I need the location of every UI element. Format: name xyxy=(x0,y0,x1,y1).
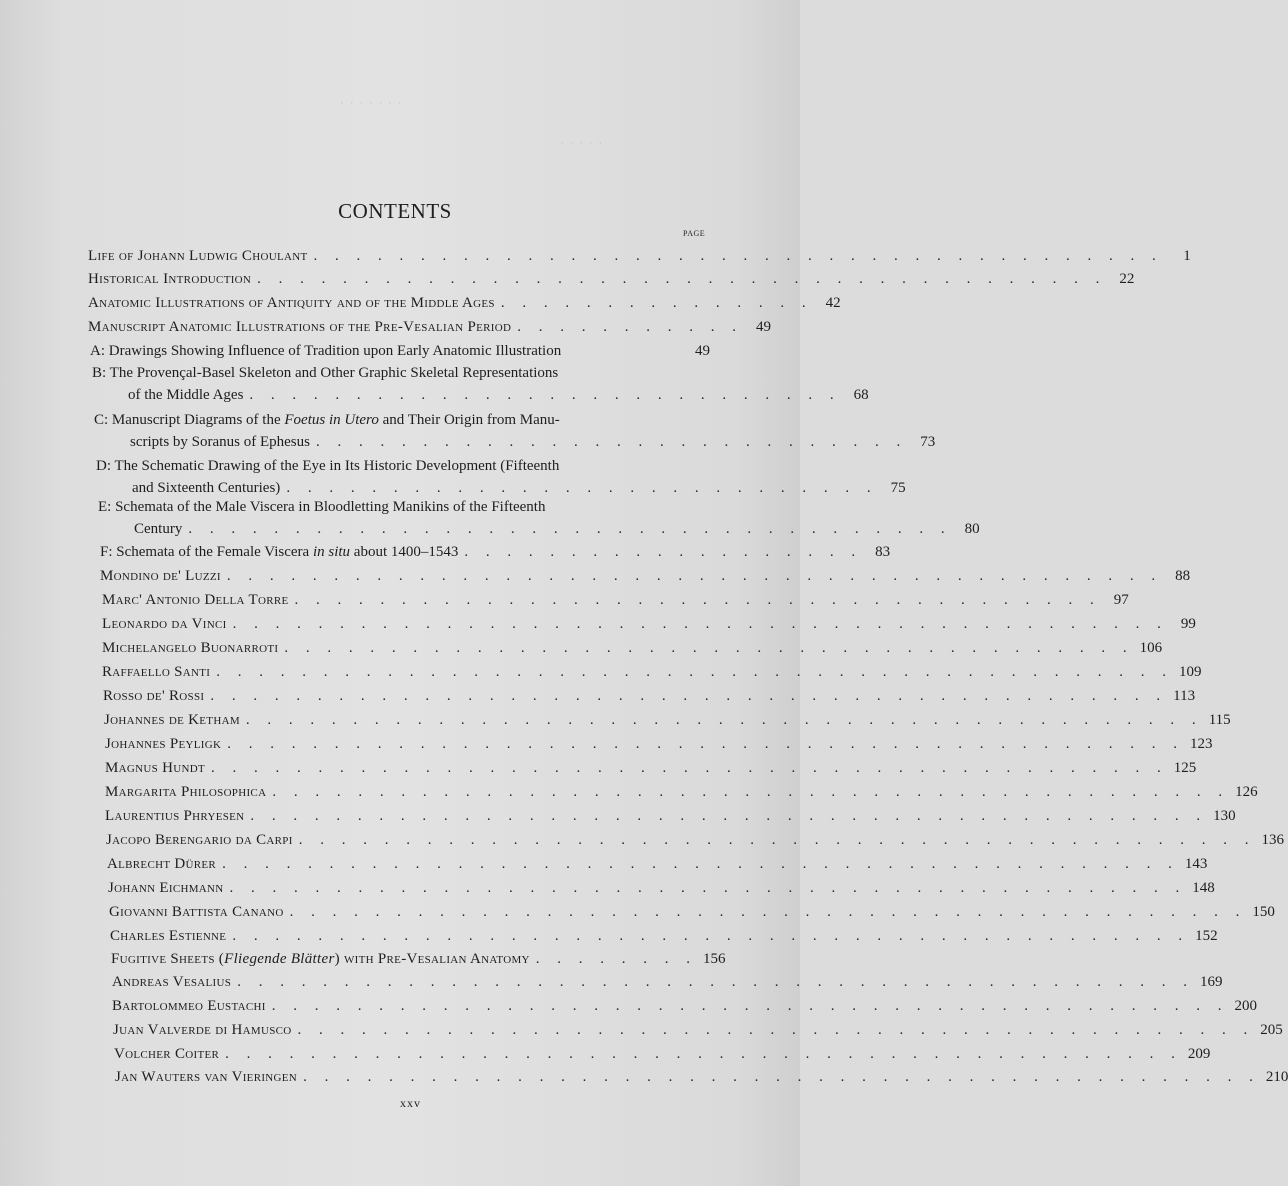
dot-leader: . . . . . . . . . . . . . . . . . . . . . . . . . . . . . . . . . . . . . . . . . . . . . xyxy=(225,1046,1182,1062)
toc-entry-title-line2: Century xyxy=(134,521,183,537)
toc-entry[interactable] xyxy=(108,877,1215,899)
toc-entry-title: Volcher Coiter xyxy=(114,1046,220,1062)
toc-entry-title: Leonardo da Vinci xyxy=(102,616,227,632)
toc-entry-title-line1: C: Manuscript Diagrams of the Foetus in Utero and Their Origin from Manu- xyxy=(94,412,560,428)
toc-entry-page: 73 xyxy=(920,434,936,450)
toc-entry[interactable] xyxy=(107,853,1208,875)
toc-entry-page: 88 xyxy=(1175,568,1191,584)
toc-entry-title: Mondino de' Luzzi xyxy=(100,568,221,584)
toc-entry-page: 1 xyxy=(1183,248,1191,264)
dot-leader: . . . . . . . . . . . . . . . . . . . xyxy=(464,544,863,560)
toc-entry[interactable] xyxy=(106,829,1284,851)
dot-leader: . . . . . . . . . . . . . . . . . . . . . . . . . . . . . . . . . . . . . . . . . . . . . xyxy=(298,832,1256,848)
toc-entry-page: 49 xyxy=(755,319,771,335)
toc-entry-title-line1: E: Schemata of the Male Viscera in Bloodletting Manikins of the Fifteenth xyxy=(98,499,546,515)
toc-entry-page: 125 xyxy=(1173,760,1197,776)
toc-entry-page: 209 xyxy=(1187,1046,1211,1062)
toc-entry-page: 210 xyxy=(1265,1069,1288,1085)
dot-leader: . . . . . . . . . . . . . . . xyxy=(500,295,813,311)
toc-entry-page: 22 xyxy=(1119,271,1135,287)
toc-entry-page: 106 xyxy=(1139,640,1163,656)
toc-entry-page: 75 xyxy=(890,480,906,496)
dot-leader: . . . . . . . . . . . . . . . . . . . . . . . . . . . . . . . . . . . . . . . . xyxy=(257,271,1107,287)
dot-leader: . . . . . . . . . . . . . . . . . . . . . . . . . . . . . . . . . . . . . . . . . . . . . xyxy=(210,688,1168,704)
toc-entry[interactable] xyxy=(90,340,710,362)
toc-entry[interactable] xyxy=(109,901,1275,923)
toc-entry-title: Johannes Peyligk xyxy=(105,736,222,752)
toc-entry-title: Marc' Antonio Della Torre xyxy=(102,592,289,608)
toc-entry-title: Raffaello Santi xyxy=(102,664,211,680)
toc-entry-page: 115 xyxy=(1208,712,1231,728)
dot-leader: . . . . . . . . . . . . . . . . . . . . . . . . . . . . . . . . . . . . . . . . . . . . xyxy=(232,616,1168,632)
toc-entry[interactable] xyxy=(92,362,869,406)
toc-entry-title-line1: D: The Schematic Drawing of the Eye in Its Historic Development (Fifteenth xyxy=(96,458,560,474)
toc-entry-page: 143 xyxy=(1184,856,1208,872)
toc-entry-page: 156 xyxy=(703,951,726,967)
toc-entry[interactable] xyxy=(102,661,1202,683)
dot-leader: . . . . . . . . . . . . . . . . . . . . . . . . . . . . . . . . . . . . . . . . xyxy=(313,248,1163,264)
toc-entry-page: 80 xyxy=(964,521,980,537)
dot-leader: . . . . . . . . . . . . . . . . . . . . . . . . . . . . . . . . . . . . . . . . . . . . xyxy=(226,568,1163,584)
toc-entry-page: 126 xyxy=(1235,784,1258,800)
dot-leader: . . . . . . . . . . . . . . . . . . . . . . . . . . . . . . . . . . . . . . . . . . . . . xyxy=(227,736,1184,752)
toc-entry[interactable] xyxy=(112,971,1223,993)
toc-entry[interactable] xyxy=(105,757,1197,779)
dot-leader: . . . . . . . . . . . . . . . . . . . . . . . . . . . . . . . . . . . . . . . . . . . . . xyxy=(222,856,1179,872)
toc-entry-page: 97 xyxy=(1113,592,1129,608)
dot-leader: . . . . . . . . . . . . . . . . . . . . . . . . . . . . . . . . . . . . . . xyxy=(294,592,1101,608)
show-through-text: · · · · · xyxy=(560,135,604,150)
toc-entry-title: A: Drawings Showing Influence of Tradition upon Early Anatomic Illustration xyxy=(90,343,562,359)
toc-entry-page: 136 xyxy=(1261,832,1284,848)
toc-entry[interactable] xyxy=(100,565,1191,587)
toc-entry-page: 109 xyxy=(1179,664,1202,680)
toc-entry-title: Juan Valverde di Hamusco xyxy=(113,1022,292,1038)
toc-entry-title: Laurentius Phryesen xyxy=(105,808,245,824)
toc-entry[interactable] xyxy=(105,805,1236,827)
toc-entry-title: Andreas Vesalius xyxy=(112,974,232,990)
toc-entry[interactable] xyxy=(102,637,1163,659)
toc-entry[interactable] xyxy=(112,995,1257,1017)
toc-entry-page: 123 xyxy=(1189,736,1213,752)
toc-entry-page: 83 xyxy=(875,544,891,560)
toc-entry-title: Life of Johann Ludwig Choulant xyxy=(88,248,308,264)
toc-entry[interactable] xyxy=(104,709,1231,731)
dot-leader: . . . . . . . . . . . . . . . . . . . . . . . . . . . . . . . . . . . . . . . . . . . . . xyxy=(289,904,1247,920)
toc-entry-title: Historical Introduction xyxy=(88,271,252,287)
toc-entry[interactable] xyxy=(114,1043,1211,1065)
toc-entry[interactable] xyxy=(105,733,1213,755)
toc-entry[interactable] xyxy=(94,409,936,453)
toc-entry-title: Rosso de' Rossi xyxy=(103,688,205,704)
toc-entry[interactable] xyxy=(98,496,980,540)
toc-entry-title: Magnus Hundt xyxy=(105,760,205,776)
toc-entry-title: Johannes de Ketham xyxy=(104,712,240,728)
toc-entry-page: 200 xyxy=(1234,998,1257,1014)
dot-leader: . . . . . . . . . . . . . . . . . . . . . . . . . . . . . . . . . . . . . . . . . . . . . xyxy=(303,1069,1260,1085)
toc-entry[interactable] xyxy=(113,1019,1283,1041)
toc-entry-page: 148 xyxy=(1192,880,1215,896)
dot-leader: . . . . . . . . . . . . . . . . . . . . . . . . . . . . . . . . . . . . . . . . . . . . . xyxy=(216,664,1174,680)
toc-entry-page: 68 xyxy=(853,387,869,403)
toc-entry-title: Jan Wauters van Vieringen xyxy=(115,1069,298,1085)
dot-leader: . . . . . . . . . . . . . . . . . . . . . . . . . . . . . . . . . . . . . . . . . . . . . xyxy=(272,784,1230,800)
toc-entry-title: Fugitive Sheets (Fliegende Blätter) with Pre-Vesalian Anatomy xyxy=(111,951,530,967)
dot-leader: . . . . . . . . . . . . . . . . . . . . . . . . . . . . . . . . . . . . xyxy=(188,521,952,537)
dot-leader: . . . . . . . . . . . . . . . . . . . . . . . . . . . . xyxy=(249,387,841,403)
toc-entry-page: 205 xyxy=(1260,1022,1283,1038)
show-through-text: · · · · · · · xyxy=(340,95,403,110)
toc-entry-title-line2: of the Middle Ages xyxy=(128,387,244,403)
toc-entry-title: Johann Eichmann xyxy=(108,880,224,896)
toc-entry-title-line2: scripts by Soranus of Ephesus xyxy=(130,434,310,450)
dot-leader: . . . . . . . . . . . . . . . . . . . . . . . . . . . . . . . . . . . . . . . . . . . . . xyxy=(210,760,1168,776)
toc-entry-title: Bartolommeo Eustachi xyxy=(112,998,266,1014)
toc-entry[interactable] xyxy=(100,541,891,563)
toc-entry-title: Charles Estienne xyxy=(110,928,227,944)
toc-entry-page: 169 xyxy=(1199,974,1223,990)
dot-leader: . . . . . . . . xyxy=(535,951,698,967)
toc-entry-title: Michelangelo Buonarroti xyxy=(102,640,279,656)
dot-leader: . . . . . . . . . . . xyxy=(517,319,743,335)
toc-entry[interactable] xyxy=(110,925,1218,947)
toc-entry-title: Giovanni Battista Canano xyxy=(109,904,284,920)
toc-entry-title: Anatomic Illustrations of Antiquity and of the Middle Ages xyxy=(88,295,495,311)
toc-entry-title: Margarita Philosophica xyxy=(105,784,267,800)
toc-entry[interactable] xyxy=(88,268,1135,290)
dot-leader: . . . . . . . . . . . . . . . . . . . . . . . . . . . . xyxy=(286,480,878,496)
toc-entry-title: Albrecht Dürer xyxy=(107,856,217,872)
dot-leader: . . . . . . . . . . . . . . . . . . . . . . . . . . . . . . . . . . . . . . . . . . . . . xyxy=(245,712,1203,728)
page-number-folio: xxv xyxy=(400,1096,421,1110)
toc-entry-title: F: Schemata of the Female Viscera in situ about 1400–1543 xyxy=(100,544,459,560)
toc-entry[interactable] xyxy=(105,781,1258,803)
toc-entry-title-line1: B: The Provençal-Basel Skeleton and Other Graphic Skeletal Representations xyxy=(92,365,559,381)
toc-entry[interactable] xyxy=(88,292,841,314)
toc-entry[interactable] xyxy=(102,613,1196,635)
dot-leader: . . . . . . . . . . . . . . . . . . . . . . . . . . . . . . . . . . . . . . . . . . . . . xyxy=(250,808,1208,824)
dot-leader: . . . . . . . . . . . . . . . . . . . . . . . . . . . . . . . . . . . . . . . . . . . . . xyxy=(237,974,1194,990)
page-column-label: PAGE xyxy=(683,229,706,238)
toc-entry[interactable] xyxy=(111,948,726,970)
dot-leader: . . . . . . . . . . . . . . . . . . . . . . . . . . . . xyxy=(316,434,908,450)
dot-leader: . . . . . . . . . . . . . . . . . . . . . . . . . . . . . . . . . . . . . . . . . . . . . xyxy=(229,880,1187,896)
toc-entry-title: Jacopo Berengario da Carpi xyxy=(106,832,293,848)
toc-entry-page: 113 xyxy=(1173,688,1196,704)
dot-leader: . . . . . . . . . . . . . . . . . . . . . . . . . . . . . . . . . . . . . . . . . . . . . xyxy=(297,1022,1255,1038)
toc-entry-page: 150 xyxy=(1252,904,1275,920)
toc-entry[interactable] xyxy=(103,685,1196,707)
toc-entry[interactable] xyxy=(88,245,1191,267)
toc-entry[interactable] xyxy=(102,589,1129,611)
toc-entry-page: 99 xyxy=(1180,616,1196,632)
toc-entry-title-line2: and Sixteenth Centuries) xyxy=(132,480,281,496)
toc-entry-page: 152 xyxy=(1195,928,1218,944)
dot-leader: . . . . . . . . . . . . . . . . . . . . . . . . . . . . . . . . . . . . . . . . . . . . . xyxy=(271,998,1229,1014)
toc-entry[interactable] xyxy=(115,1066,1288,1088)
toc-entry-page: 42 xyxy=(825,295,841,311)
dot-leader: . . . . . . . . . . . . . . . . . . . . . . . . . . . . . . . . . . . . . . . . . . . . . xyxy=(232,928,1190,944)
toc-entry[interactable] xyxy=(96,455,906,499)
toc-entry-page: 130 xyxy=(1213,808,1236,824)
toc-entry[interactable] xyxy=(88,316,771,338)
toc-entry-title: Manuscript Anatomic Illustrations of the Pre-Vesalian Period xyxy=(88,319,512,335)
dot-leader: . . . . . . . . . . . . . . . . . . . . . . . . . . . . . . . . . . . . . . . . xyxy=(284,640,1134,656)
contents-heading: CONTENTS xyxy=(338,199,452,223)
toc-entry-page: 49 xyxy=(695,343,710,359)
